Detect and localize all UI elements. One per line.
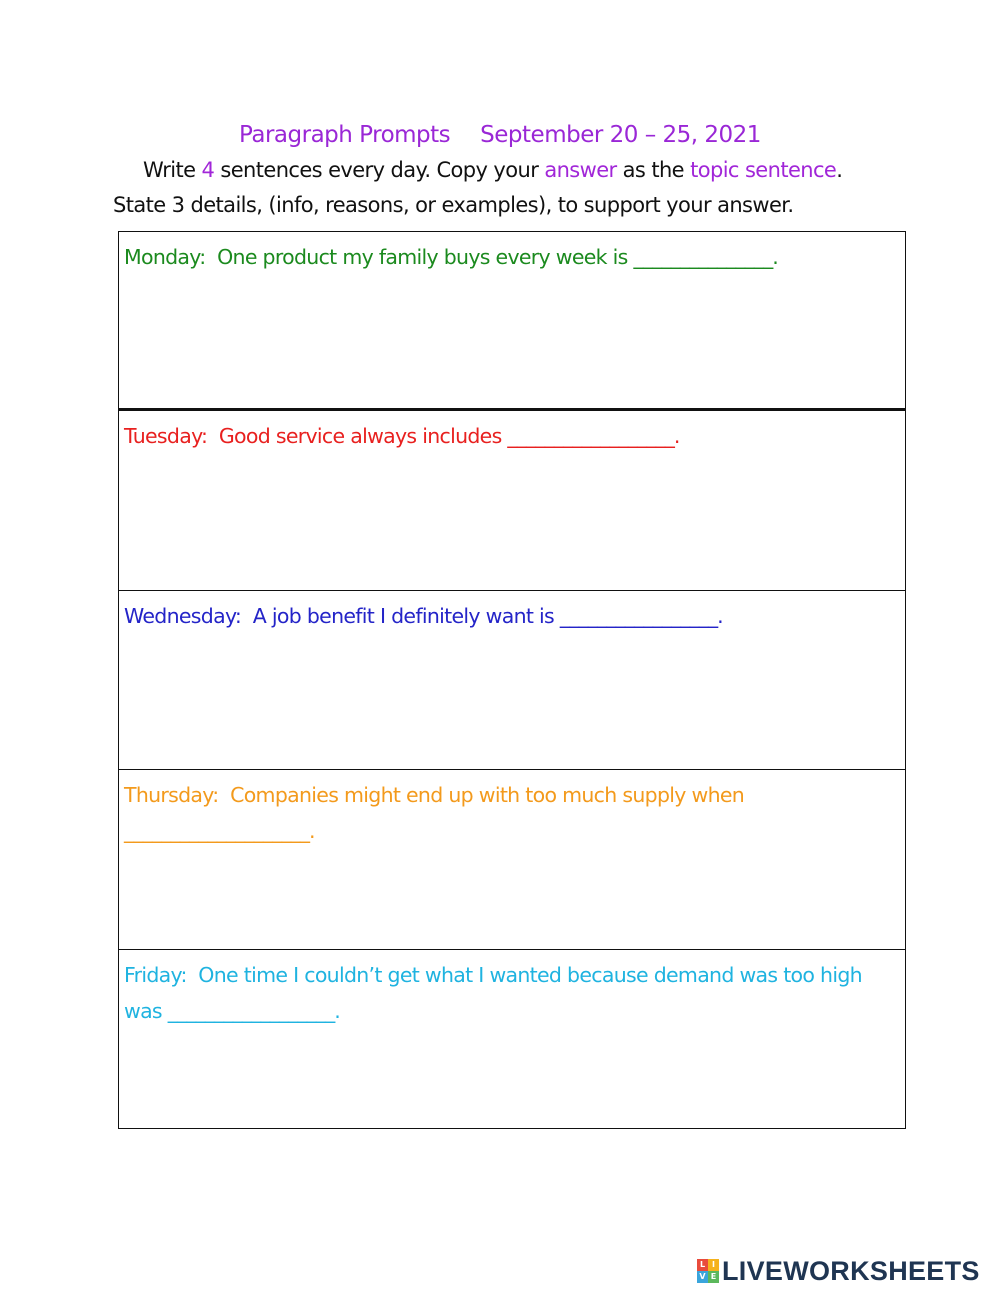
day-label: Wednesday: bbox=[124, 604, 242, 628]
prompt-text: One product my family buys every week is bbox=[217, 245, 634, 269]
answer-blank[interactable]: __________________ bbox=[507, 424, 674, 448]
logo-text: LIVEWORKSHEETS bbox=[722, 1255, 980, 1286]
answer-blank[interactable]: _______________ bbox=[633, 245, 773, 269]
prompt-text: A job benefit I definitely want is bbox=[252, 604, 560, 628]
day-label: Tuesday: bbox=[124, 424, 208, 448]
keyword-topic-sentence: topic sentence bbox=[690, 158, 837, 182]
answer-blank[interactable]: __________________ bbox=[167, 999, 335, 1023]
prompt-thursday[interactable]: Thursday: Companies might end up with too much supply when ____________________. bbox=[119, 770, 905, 950]
answer-blank[interactable]: ____________________ bbox=[124, 819, 309, 843]
title-date: September 20 – 25, 2021 bbox=[480, 122, 761, 148]
prompt-friday[interactable]: Friday: One time I couldn’t get what I wanted because demand was too high was __________________. bbox=[124, 963, 862, 1023]
keyword-answer: answer bbox=[544, 158, 617, 182]
prompt-wednesday[interactable]: Wednesday: A job benefit I definitely want is _________________. bbox=[119, 591, 905, 770]
day-label: Thursday: bbox=[124, 783, 219, 807]
prompts-table bbox=[118, 231, 906, 1129]
worksheet-title bbox=[0, 122, 1000, 148]
prompt-text: One time I couldn’t get what I wanted because demand was too high was bbox=[124, 963, 862, 1023]
liveworksheets-icon: L I V E bbox=[697, 1259, 719, 1283]
instruction-line-1: Write 4 sentences every day. Copy your answer as the topic sentence. bbox=[143, 158, 843, 182]
title-left: Paragraph Prompts bbox=[239, 122, 451, 148]
prompt-monday[interactable]: Monday: One product my family buys every week is _______________. bbox=[119, 232, 905, 411]
prompt-text: Good service always includes bbox=[218, 424, 508, 448]
instruction-line-2: State 3 details, (info, reasons, or examples), to support your answer. bbox=[113, 193, 794, 217]
liveworksheets-logo bbox=[697, 1256, 980, 1286]
prompt-tuesday[interactable]: Tuesday: Good service always includes __________________. bbox=[119, 411, 905, 591]
answer-blank[interactable]: _________________ bbox=[559, 604, 718, 628]
day-label: Monday: bbox=[124, 245, 206, 269]
sentence-count: 4 bbox=[201, 158, 215, 182]
prompt-text: Companies might end up with too much supply when bbox=[230, 783, 745, 807]
day-label: Friday: bbox=[124, 963, 187, 987]
